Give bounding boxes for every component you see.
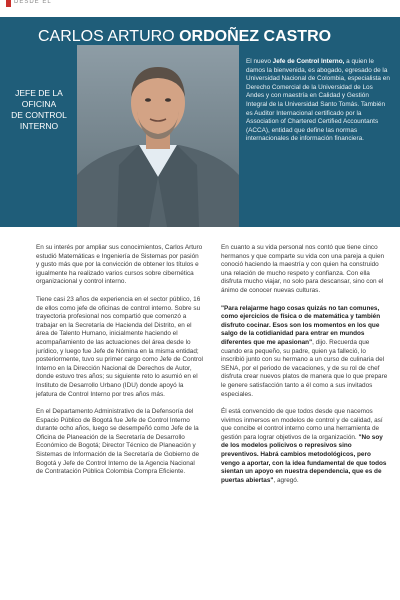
- right-paragraph-2-text: , dijo. Recuerda que cuando era pequeño, su padre, quien ya falleció, lo inscribió junto con su hermano a un curso de culinaria del SENA, por el periodo de vacaciones, y de su rol de chef disfruta crear nuevos platos de manera que lo que prepare le genere satisfacción tanto a él como a sus invitados especiales.: [221, 338, 388, 398]
- first-name: CARLOS ARTURO: [38, 28, 175, 45]
- left-paragraph-2: Tiene casi 23 años de experiencia en el sector público, 16 de ellos como jefe de oficinas de control interno. Sobre su trayectoria profesional nos compartió que comenzó a trabajar en la Secretaría de Hacienda del Distrito, en el área de Talento Humano, inicialmente haciendo el acompañamiento de las actuaciones del área desde lo jurídico, y luego fue Jefe de Nómina en la misma entidad; posteriormente, tuvo su primer cargo como Jefe de Control Interno en la Dirección Nacional de Derechos de Autor, donde estuvo tres años; su siguiente reto lo asumió en el Instituto de Desarrollo Urbano (IDU) donde apoyó la jefatura de Control Interno por tres años más.: [36, 295, 203, 398]
- right-column: [221, 244, 388, 494]
- left-column: [36, 244, 203, 486]
- right-paragraph-3-end: , agregó.: [273, 476, 299, 484]
- left-paragraph-3: En el Departamento Administrativo de la Defensoría del Espacio Público de Bogotá fue Jefe de Control Interno durante ocho años, luego se desempeñó como Jefe de la Oficina de Planeación de la Secretaría de Desarrollo Económico de Bogotá; Director Técnico de Planeación y Sistemas de Información de la Secretaría de Gobierno de Bogotá y Jefe de Control Interno de la Agencia Nacional de Contratación Pública Colombia Compra Eficiente.: [36, 408, 200, 476]
- section-label: DESDE EL: [14, 0, 52, 5]
- profile-name: [38, 28, 331, 46]
- bio-text: [246, 58, 391, 144]
- right-paragraph-3-text: Él está convencido de que todos desde que nacemos vivimos inmersos en modelos de control y de calidad, así que concibe el control interno como una herramienta de gestión para lograr objetivos de la organización.: [221, 408, 383, 441]
- role-line-1: JEFE DE LA OFICINA: [15, 88, 63, 109]
- portrait-illustration: [77, 45, 239, 227]
- bio-intro: El nuevo: [246, 58, 273, 65]
- top-bar: [0, 0, 400, 8]
- portrait-photo: [77, 45, 239, 227]
- last-name: ORDOÑEZ CASTRO: [179, 28, 332, 45]
- bio-body: a quien le damos la bienvenida, es abogado, egresado de la Universidad Nacional de Colombia, especialista en Derecho Comercial de la Universidad de Los Andes y con maestría en Calidad y Gestión Integral de la Universidad Santo Tomás. También es Auditor Internacional certificado por la Association of Chartered Certified Accountants (ACCA), entidad que define las normas internacionales de información financiera.: [246, 58, 390, 143]
- right-paragraph-3: [221, 408, 388, 485]
- left-paragraph-1: En su interés por ampliar sus conocimientos, Carlos Arturo estudió Matemáticas e Ingeniería de Sistemas por pasión y gusto más que por la convicción de obtener los títulos e igualmente ha realizado varios cursos sobre cibernética organizacional y control interno.: [36, 244, 203, 286]
- section-marker: [6, 0, 11, 7]
- right-paragraph-1: En cuanto a su vida personal nos contó que tiene cinco hermanos y que comparte su vida con una pareja a quien conoció haciendo la maestría y con quien ha construido una relación de mucho respeto y confianza. Con ella disfruta mucho viajar, no solo para descansar, sino con el ánimo de conocer nuevas culturas.: [221, 244, 385, 294]
- right-paragraph-2: [221, 305, 388, 400]
- quote-2: "No soy de los modelos policivos o represivos sino preventivos. Habrá cambios metodológicos, pero vengo a aportar, con la idea fundamental de que todos sientan un apoyo en nuestra dependencia, que es de puertas abiertas": [221, 433, 387, 484]
- quote-1: "Para relajarme hago cosas quizás no tan comunes, como ejercicios de física o de matemática y también disfruto cocinar. Esos son los momentos en los que salgo de la cotidianidad para entrar en mundos diferentes que me apasionan": [221, 304, 381, 346]
- role-title: [0, 88, 78, 132]
- role-line-2: DE CONTROL INTERNO: [11, 110, 67, 131]
- bio-title-bold: Jefe de Control Interno,: [272, 58, 345, 65]
